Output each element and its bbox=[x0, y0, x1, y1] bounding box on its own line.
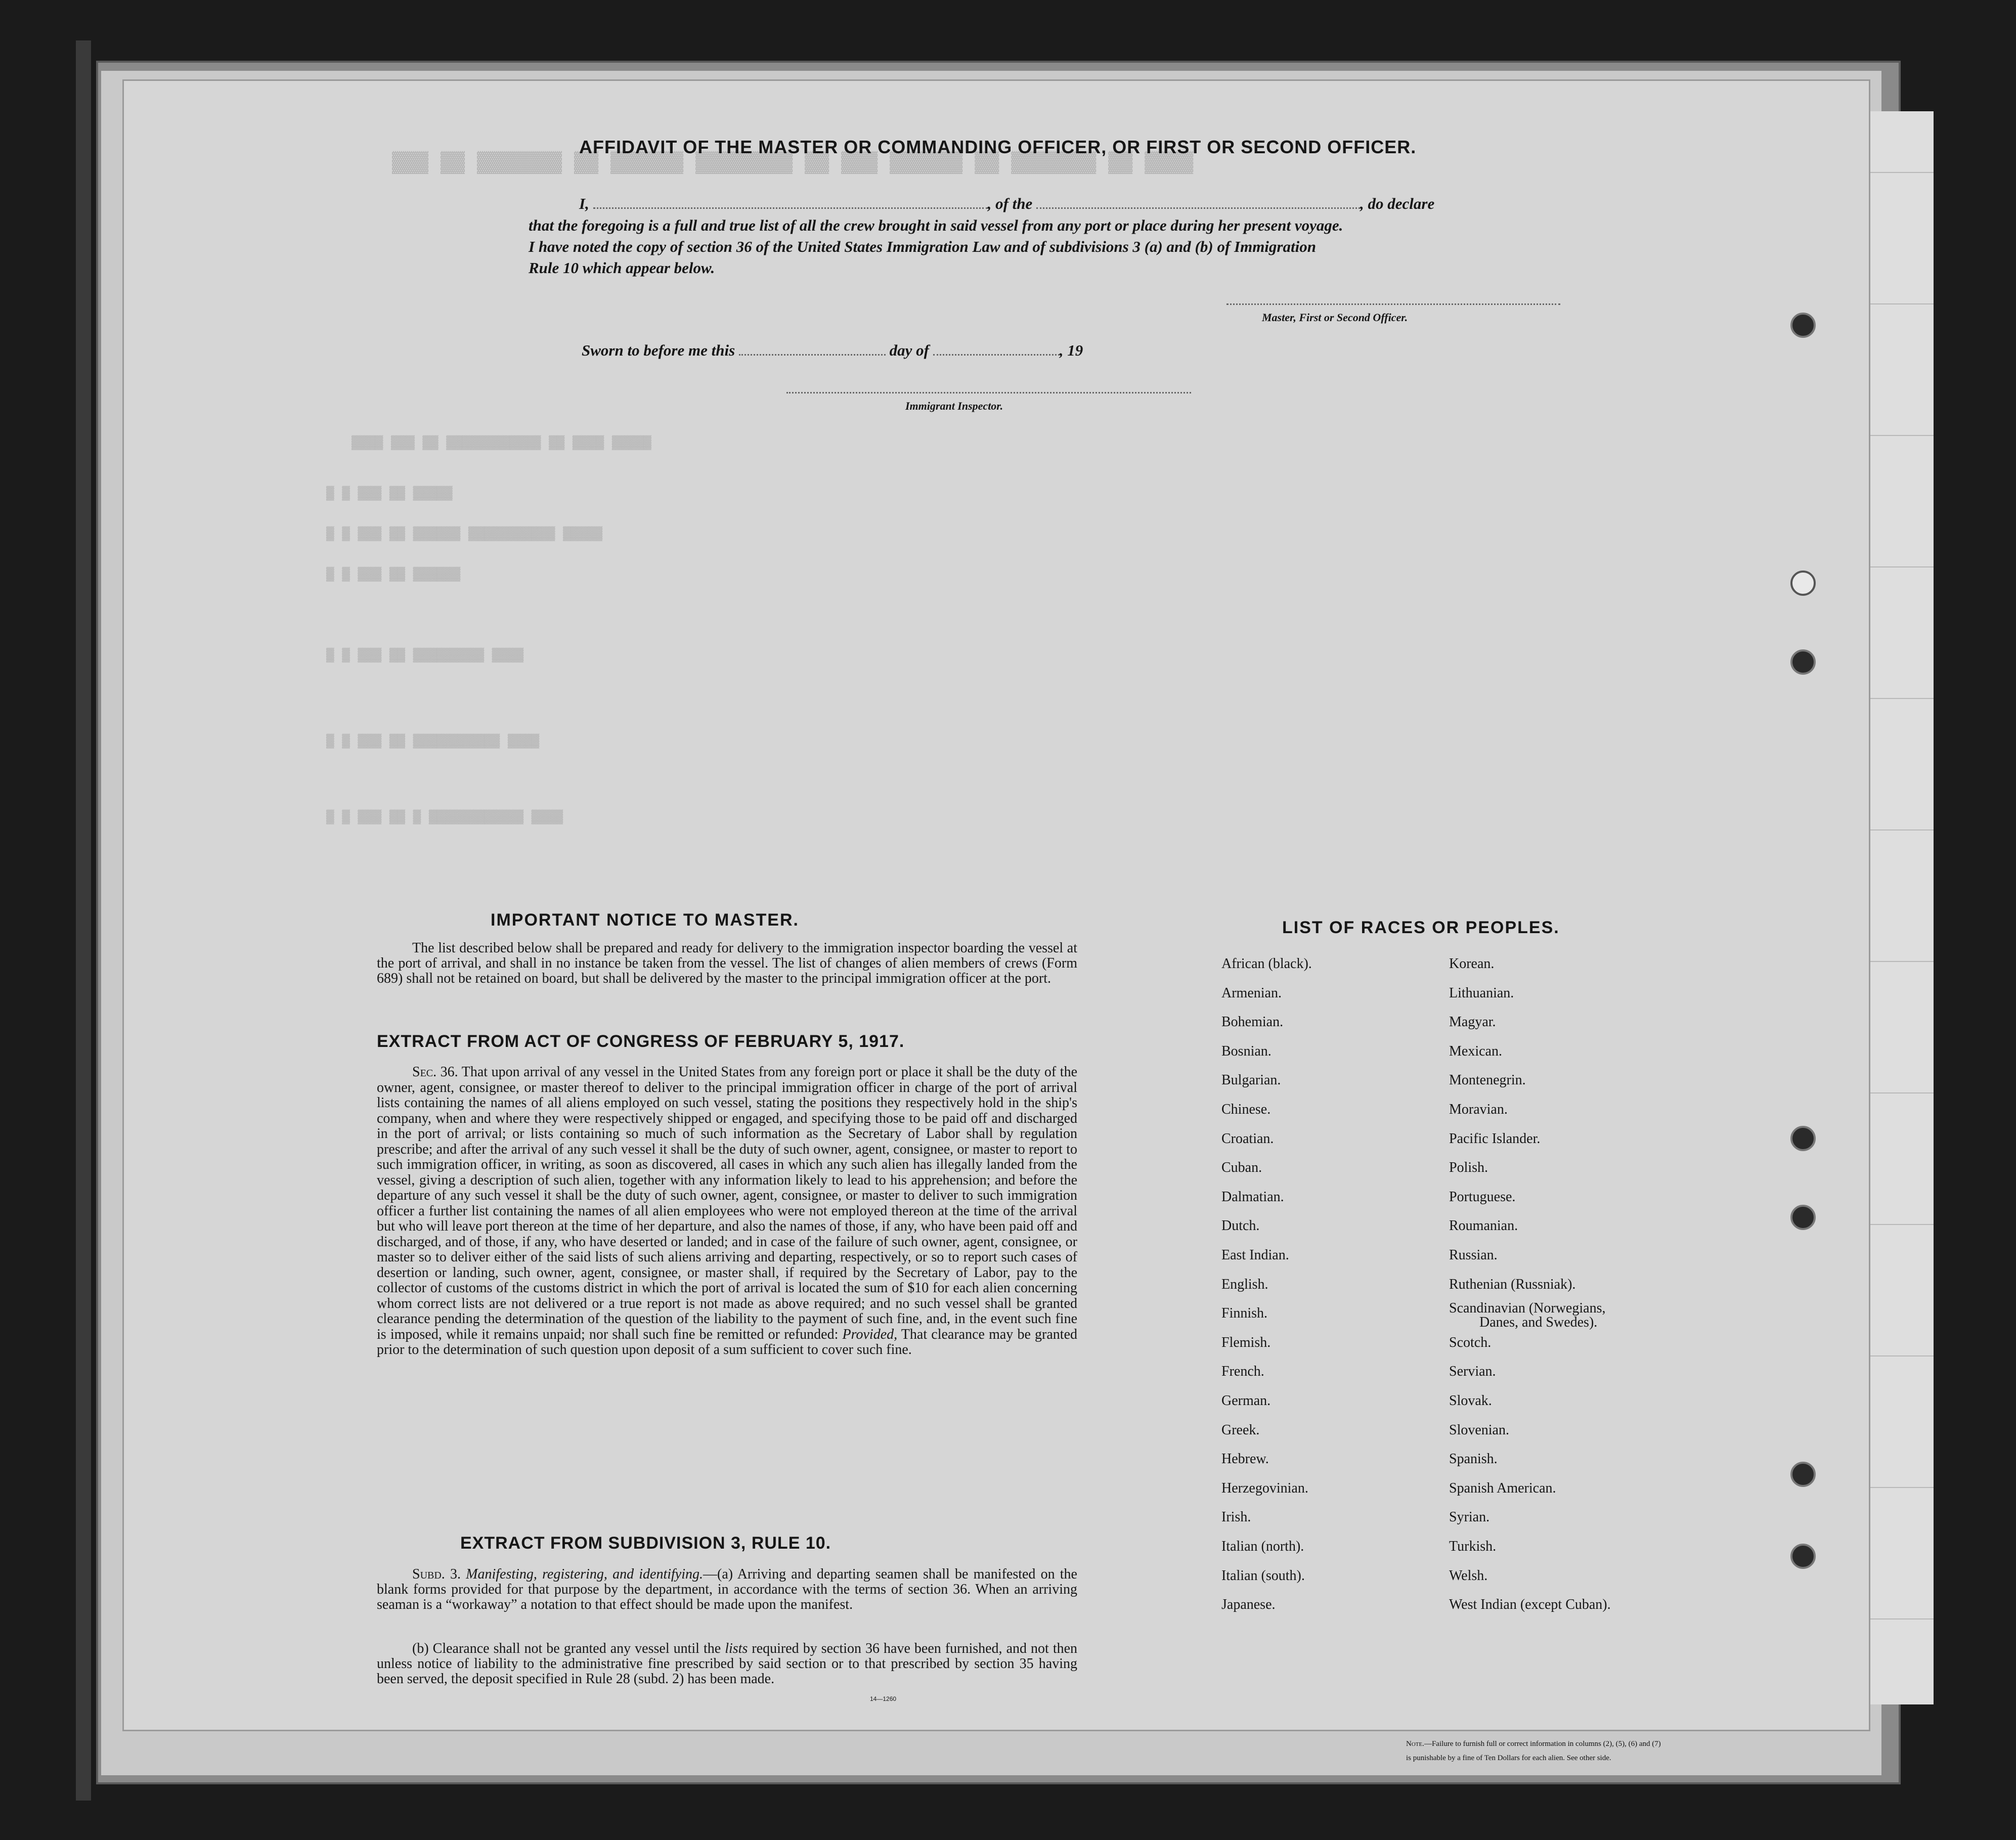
races-title: LIST OF RACES OR PEOPLES. bbox=[1282, 918, 1560, 937]
race-item: Danes, and Swedes). bbox=[1479, 1315, 1598, 1331]
race-item: Turkish. bbox=[1449, 1539, 1497, 1554]
race-item: Korean. bbox=[1449, 956, 1495, 972]
punch-hole bbox=[1790, 1126, 1816, 1151]
inspector-signature-line[interactable] bbox=[786, 392, 1191, 393]
bleed-through-text: ▓▓▓▓ ▓▓▓ ▓▓ ▓▓▓▓▓▓▓▓▓▓▓▓ ▓▓ ▓▓▓▓ ▓▓▓▓▓ bbox=[352, 435, 651, 450]
race-item: Finnish. bbox=[1221, 1305, 1268, 1322]
punch-hole bbox=[1790, 571, 1816, 596]
race-item: Welsh. bbox=[1449, 1567, 1488, 1584]
race-item: Bohemian. bbox=[1221, 1014, 1284, 1030]
year-label: , 19 bbox=[1059, 341, 1083, 359]
race-item: Syrian. bbox=[1449, 1509, 1490, 1525]
punch-hole bbox=[1790, 649, 1816, 675]
race-item: French. bbox=[1221, 1364, 1264, 1380]
bleed-through-text: ▓ ▓ ▓▓▓ ▓▓ ▓▓▓▓▓ bbox=[326, 486, 453, 501]
race-item: African (black). bbox=[1221, 956, 1312, 972]
master-signature-caption: Master, First or Second Officer. bbox=[1262, 311, 1408, 324]
footer-note-line-1 bbox=[1406, 1740, 1661, 1748]
race-item: Greek. bbox=[1221, 1422, 1260, 1438]
scan-border-left bbox=[76, 40, 91, 1801]
race-item: Spanish. bbox=[1449, 1451, 1498, 1467]
sworn-line bbox=[582, 341, 1083, 360]
race-item: English. bbox=[1221, 1276, 1268, 1292]
affidavit-title: AFFIDAVIT OF THE MASTER OR COMMANDING OFFICER, OR FIRST OR SECOND OFFICER. bbox=[579, 137, 1417, 157]
affidavit-of-the-label: , of the bbox=[987, 195, 1033, 212]
race-item: Magyar. bbox=[1449, 1014, 1496, 1030]
race-item: Scandinavian (Norwegians, bbox=[1449, 1300, 1606, 1317]
bleed-through-text: ▓ ▓ ▓▓▓ ▓▓ ▓ ▓▓▓▓▓▓▓▓▓▓▓▓ ▓▓▓▓ bbox=[326, 809, 563, 824]
subdivision-heading: Manifesting, registering, and identifying. bbox=[466, 1566, 704, 1582]
race-item: Irish. bbox=[1221, 1509, 1251, 1525]
master-name-field[interactable] bbox=[593, 207, 988, 209]
race-item: East Indian. bbox=[1221, 1247, 1289, 1263]
notice-title: IMPORTANT NOTICE TO MASTER. bbox=[491, 910, 799, 930]
race-item: Ruthenian (Russniak). bbox=[1449, 1276, 1576, 1292]
race-item: Japanese. bbox=[1221, 1597, 1276, 1613]
race-item: Bosnian. bbox=[1221, 1043, 1272, 1059]
race-item: Armenian. bbox=[1221, 985, 1282, 1001]
punch-hole bbox=[1790, 1544, 1816, 1569]
race-item: Cuban. bbox=[1221, 1160, 1262, 1176]
bleed-through-text: ▓▓▓ ▓▓ ▓▓▓▓▓▓▓ ▓▓ ▓▓▓▓▓▓ ▓▓▓▓▓▓▓▓ ▓▓ ▓▓▓ ▓▓▓▓▓▓ ▓▓ ▓▓▓▓▓▓▓ ▓▓ ▓▓▓▓ bbox=[392, 152, 1194, 174]
race-item: Russian. bbox=[1449, 1247, 1498, 1263]
subdivision-a-text bbox=[377, 1567, 1077, 1612]
section-body-end: That clearance may be granted prior to the determination of such question upon deposit of a sum sufficient to cover such fine. bbox=[377, 1326, 1077, 1357]
affidavit-line-4: Rule 10 which appear below. bbox=[529, 259, 715, 277]
affidavit-declare-label: , do declare bbox=[1360, 195, 1435, 212]
race-item: Servian. bbox=[1449, 1364, 1496, 1380]
vessel-name-field[interactable] bbox=[1036, 207, 1360, 209]
race-item: Chinese. bbox=[1221, 1102, 1271, 1117]
punch-hole bbox=[1790, 1205, 1816, 1230]
subdivision-a-body: —(a) Arriving and departing seamen shall be manifested on the blank forms provided for that purpose by the department, in accordance with the terms of section 36. When an arriving seaman is a “workaway” a notation to that effect should be made upon the manifest. bbox=[377, 1566, 1077, 1612]
race-item: Polish. bbox=[1449, 1160, 1488, 1176]
punch-hole bbox=[1790, 313, 1816, 338]
provided-word: Provided, bbox=[842, 1326, 898, 1342]
race-item: Italian (south). bbox=[1221, 1567, 1305, 1584]
race-item: Herzegovinian. bbox=[1221, 1480, 1308, 1496]
sworn-label: Sworn to before me this bbox=[582, 341, 735, 359]
race-item: Portuguese. bbox=[1449, 1189, 1516, 1205]
footer-note-line-2: is punishable by a fine of Ten Dollars for each alien. See other side. bbox=[1406, 1754, 1611, 1762]
subdivision-extract-title: EXTRACT FROM SUBDIVISION 3, RULE 10. bbox=[460, 1534, 831, 1553]
race-item: German. bbox=[1221, 1393, 1271, 1409]
bleed-through-text: ▓ ▓ ▓▓▓ ▓▓ ▓▓▓▓▓▓▓▓▓ ▓▓▓▓ bbox=[326, 647, 524, 663]
subdivision-b-text bbox=[377, 1641, 1077, 1687]
affidavit-declaration-line bbox=[579, 195, 1434, 213]
affidavit-line-2: that the foregoing is a full and true list of all the crew brought in said vessel from any port or place during her present voyage. bbox=[529, 216, 1343, 234]
note-label: Note. bbox=[1406, 1740, 1424, 1748]
race-item: Lithuanian. bbox=[1449, 985, 1514, 1001]
bleed-through-text: ▓ ▓ ▓▓▓ ▓▓ ▓▓▓▓▓▓▓▓▓▓▓ ▓▓▓▓ bbox=[326, 733, 540, 749]
section-body: That upon arrival of any vessel in the United States from any foreign port or place it shall be the duty of the owner, agent, consignee, or master thereof to deliver to the principal immigration officer in charge of the port of arrival lists containing the names of all aliens employed on such vessel, stating the positions they respectively hold in the ship's company, when and where they were respectively shipped or engaged, and specifying those to be paid off and discharged in the port of arrival; or lists containing so much of such information as the Secretary of Labor shall by regulation prescribe; and after the arrival of any such vessel it shall be the duty of such owner, agent, consignee, or master to report to such immigration officer, in writing, as soon as discovered, all cases in which any such alien has illegally landed from the vessel, giving a description of such alien, together with any information likely to lead to his apprehension; and before the departure of any such vessel it shall be the duty of such owner, agent, consignee, or master to deliver to such immigration officer a further list containing the names of all alien employees who were not employed thereon at the time of the arrival but who will leave port thereon at the time of her departure, and also the names of those, if any, who have been paid off and discharged, and of those, if any, who have deserted or landed; and in case of the failure of such owner, agent, consignee, or master so to deliver either of the said lists of such aliens arriving and departing, respectively, or so to report such cases of desertion or landing, such owner, agent, consignee, or master shall, if required by the Secretary of Labor, pay to the collector of customs of the customs district in which the port of arrival is located the sum of $10 for each alien concerning whom correct lists are not delivered or a true report is not made as above required; and no such vessel shall be granted clearance pending the determination of the question of the liability to the payment of such fine, and, in the event such fine is imposed, while it remains unpaid; nor shall such fine be remitted or refunded: bbox=[377, 1064, 1077, 1342]
subdivision-label: Subd. 3. bbox=[412, 1566, 461, 1582]
note-text-1: —Failure to furnish full or correct information in columns (2), (5), (6) and (7) bbox=[1424, 1740, 1661, 1748]
race-item: Pacific Islander. bbox=[1449, 1130, 1541, 1147]
lists-word: lists bbox=[725, 1641, 748, 1656]
notice-text: The list described below shall be prepared and ready for delivery to the immigration inspector boarding the vessel at the port of arrival, and shall in no instance be taken from the vessel. The list of changes of alien members of crews (Form 689) shall not be retained on board, but shall be delivered by the master to the principal immigration officer at the port. bbox=[377, 940, 1077, 986]
act-extract-title: EXTRACT FROM ACT OF CONGRESS OF FEBRUARY 5, 1917. bbox=[377, 1032, 905, 1051]
affidavit-line-3: I have noted the copy of section 36 of the United States Immigration Law and of subdivisions 3 (a) and (b) of Immigration bbox=[529, 238, 1316, 255]
punch-hole bbox=[1790, 1462, 1816, 1487]
document-page bbox=[124, 81, 1869, 1730]
race-item: West Indian (except Cuban). bbox=[1449, 1597, 1611, 1613]
race-item: Slovenian. bbox=[1449, 1422, 1509, 1438]
sworn-month-field[interactable] bbox=[933, 354, 1060, 356]
subdivision-b-end: required by section 36 have been furnished, and not then unless notice of liability to the administrative fine prescribed by said section or to that prescribed by section 35 having been served, the deposit specified in Rule 28 (subd. 2) has been made. bbox=[377, 1641, 1078, 1687]
subdivision-b-start: (b) Clearance shall not be granted any vessel until the bbox=[412, 1641, 721, 1656]
race-item: Moravian. bbox=[1449, 1102, 1508, 1117]
section-label: Sec. 36. bbox=[412, 1064, 458, 1080]
bleed-through-text: ▓ ▓ ▓▓▓ ▓▓ ▓▓▓▓▓▓ bbox=[326, 566, 461, 582]
race-item: Flemish. bbox=[1221, 1334, 1271, 1350]
race-item: Spanish American. bbox=[1449, 1480, 1556, 1496]
race-item: Slovak. bbox=[1449, 1393, 1492, 1409]
race-item: Croatian. bbox=[1221, 1130, 1274, 1147]
race-item: Scotch. bbox=[1449, 1334, 1492, 1350]
race-item: Roumanian. bbox=[1449, 1218, 1518, 1234]
race-item: Italian (north). bbox=[1221, 1539, 1304, 1554]
race-item: Dalmatian. bbox=[1221, 1189, 1284, 1205]
master-signature-line[interactable] bbox=[1226, 303, 1560, 305]
inspector-signature-caption: Immigrant Inspector. bbox=[905, 400, 1003, 412]
day-of-label: day of bbox=[889, 341, 929, 359]
bleed-through-text: ▓ ▓ ▓▓▓ ▓▓ ▓▓▓▓▓▓ ▓▓▓▓▓▓▓▓▓▓▓ ▓▓▓▓▓ bbox=[326, 526, 603, 541]
form-number: 14—1260 bbox=[870, 1695, 897, 1702]
race-item: Mexican. bbox=[1449, 1043, 1502, 1059]
section-36-text bbox=[377, 1065, 1077, 1358]
race-item: Montenegrin. bbox=[1449, 1072, 1526, 1088]
race-item: Hebrew. bbox=[1221, 1451, 1269, 1467]
race-item: Dutch. bbox=[1221, 1218, 1260, 1234]
affidavit-i-label: I, bbox=[579, 195, 589, 212]
race-item: Bulgarian. bbox=[1221, 1072, 1281, 1088]
sworn-day-field[interactable] bbox=[739, 354, 886, 356]
